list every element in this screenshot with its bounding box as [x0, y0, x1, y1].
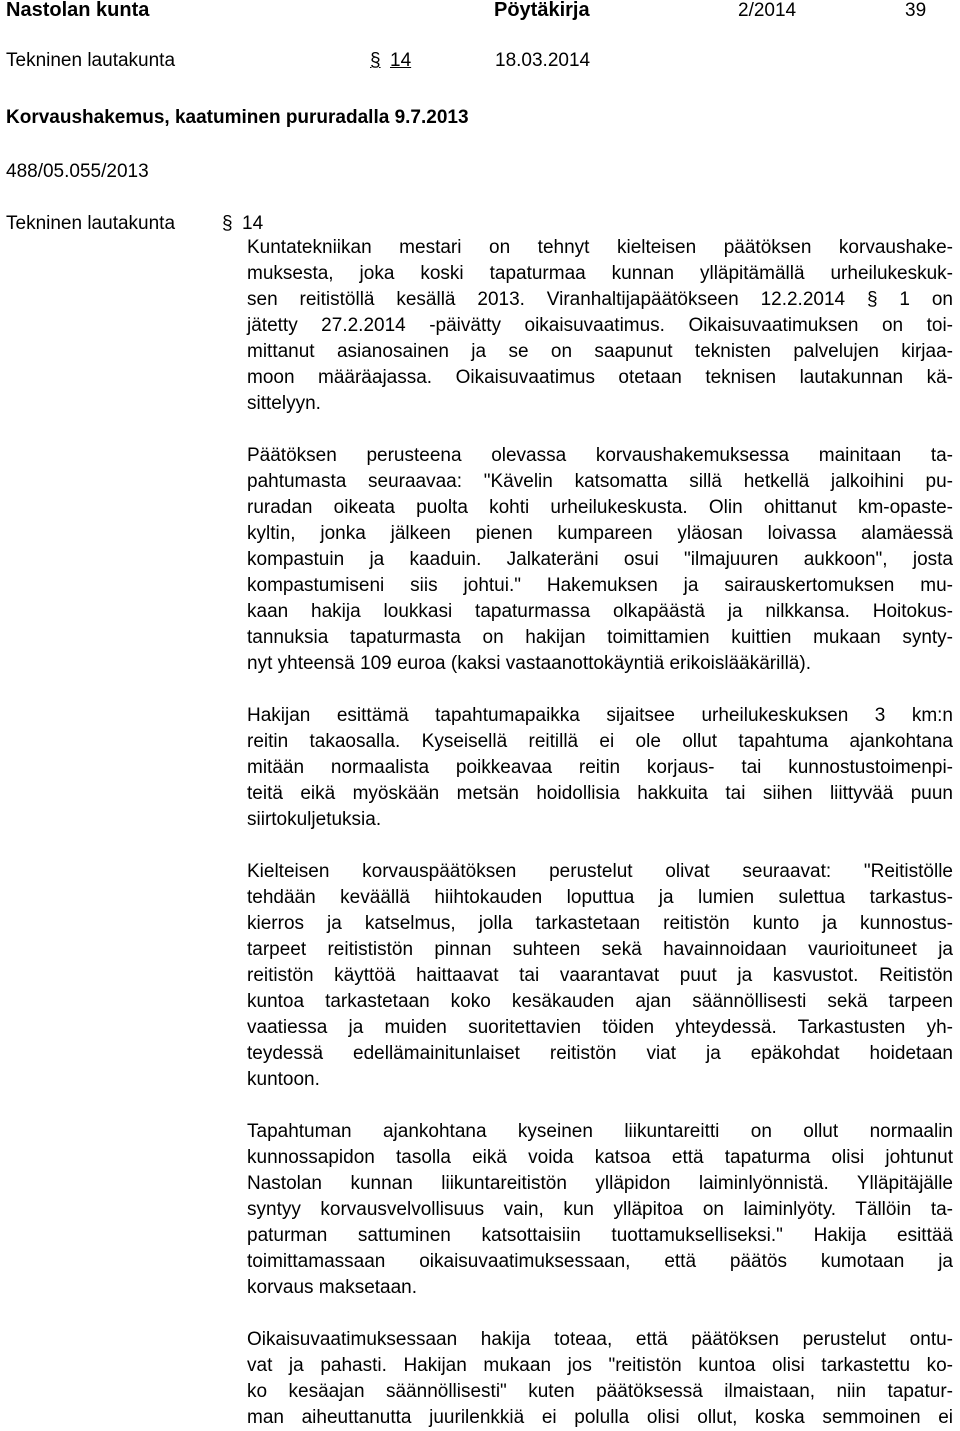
paragraph-line: mitään normaalista poikkeavaa reitin korjaus- tai kunnostustoimenpi-	[247, 757, 953, 778]
paragraph-line: tehdään keväällä hiihtokauden loputtua ja lumien sulettua tarkastus-	[247, 887, 953, 908]
paragraph-line: toimittamassaan oikaisuvaatimuksessaan, että päätös kumotaan ja	[247, 1251, 953, 1272]
paragraph-line: vaatiessa ja muiden suoritettavien töiden yhteydessä. Tarkastusten yh-	[247, 1017, 953, 1038]
document-number: 2/2014	[738, 0, 797, 21]
paragraph-line: sittelyyn.	[247, 393, 321, 414]
paragraph-line: Tapahtuman ajankohtana kyseinen liikuntareitti on ollut normaalin	[247, 1121, 953, 1142]
paragraph-line: muksesta, joka koski tapaturmaa kunnan ylläpitämällä urheilukeskuk-	[247, 263, 953, 284]
municipality-name: Nastolan kunta	[6, 0, 150, 21]
paragraph-line: kuntoon.	[247, 1069, 320, 1090]
paragraph-line: Nastolan kunnan liikuntareitistön ylläpidon laiminlyönnistä. Ylläpitäjälle	[247, 1173, 953, 1194]
reference-number: 488/05.055/2013	[6, 161, 149, 182]
committee-name: Tekninen lautakunta	[6, 50, 176, 71]
meeting-date: 18.03.2014	[495, 50, 591, 71]
paragraph-line: korvaus maksetaan.	[247, 1277, 418, 1298]
document-title: Korvaushakemus, kaatuminen pururadalla 9.7.2013	[6, 107, 469, 128]
paragraph-line: Kielteisen korvauspäätöksen perustelut olivat seuraavat: "Reitistölle	[247, 861, 953, 882]
paragraph-line: Kuntatekniikan mestari on tehnyt kielteisen päätöksen korvaushake-	[247, 237, 953, 258]
paragraph-line: man aiheuttanutta juurilenkkiä ei polulla olisi ollut, koska semmoinen ei	[247, 1407, 953, 1428]
paragraph-line: reitistön käyttöä haittaavat tai vaarantavat puut ja kasvustot. Reitistön	[247, 965, 953, 986]
paragraph-line: kaan hakija loukkasi tapaturmassa olkapäästä ja nilkkansa. Hoitokus-	[247, 601, 953, 622]
section-symbol: §	[370, 50, 381, 71]
paragraph-line: paturman sattuminen katsottaisiin tuottamukselliseksi." Hakija esittää	[247, 1225, 953, 1246]
paragraph-line: teitä eikä myöskään metsän hoidollisia hakkuita tai siihen liittyvää puun	[247, 783, 953, 804]
paragraph-line: kunnossapidon tasolla eikä voida katsoa että tapaturma olisi johtunut	[247, 1147, 953, 1168]
paragraph-line: vat ja pahasti. Hakijan mukaan jos "reitistön kuntoa olisi tarkastettu ko-	[247, 1355, 953, 1376]
paragraph-line: Oikaisuvaatimuksessaan hakija toteaa, että päätöksen perustelut ontu-	[247, 1329, 953, 1350]
paragraph-line: ruradan oikeata puolta kohti urheilukeskusta. Olin ohittanut km-opaste-	[247, 497, 953, 518]
paragraph-line: moon määräajassa. Oikaisuvaatimus otetaan teknisen lautakunnan kä-	[247, 367, 953, 388]
paragraph-line: kierros ja katselmus, jolla tarkastetaan reitistön kunto ja kunnostus-	[247, 913, 953, 934]
committee-label: Tekninen lautakunta	[6, 213, 176, 234]
paragraph-line: mittanut asianosainen ja se on saapunut teknisten palvelujen kirjaa-	[247, 341, 953, 362]
paragraph-line: Hakijan esittämä tapahtumapaikka sijaitsee urheilukeskuksen 3 km:n	[247, 705, 953, 726]
page-number: 39	[905, 0, 927, 21]
paragraph-line: kyltin, jonka jälkeen pienen kumpareen yläosan loivassa alamäessä	[247, 523, 953, 544]
committee-section-symbol: §	[222, 213, 233, 234]
paragraph-line: sen reitistöllä kesällä 2013. Viranhaltijapäätökseen 12.2.2014 § 1 on	[247, 289, 953, 310]
paragraph-line: jätetty 27.2.2014 -päivätty oikaisuvaatimus. Oikaisuvaatimuksen on toi-	[247, 315, 953, 336]
committee-section-number: 14	[242, 213, 264, 234]
paragraph-line: syntyy korvausvelvollisuus vain, kun ylläpitoa on laiminlyöty. Tällöin ta-	[247, 1199, 953, 1220]
paragraph-line: ko kesäajan säännöllisesti" kuten päätöksessä ilmaistaan, niin tapatur-	[247, 1381, 953, 1402]
paragraph-line: nyt yhteensä 109 euroa (kaksi vastaanottokäyntiä erikoislääkärillä).	[247, 653, 811, 674]
paragraph-line: teydessä edellämainitunlaiset reitistön viat ja epäkohdat hoidetaan	[247, 1043, 953, 1064]
paragraph-line: kuntoa tarkastetaan koko kesäkauden ajan säännöllisesti sekä tarpeen	[247, 991, 953, 1012]
paragraph-line: pahtumasta seuraavaa: "Kävelin katsomatta sillä hetkellä jalkoihini pu-	[247, 471, 953, 492]
paragraph-line: reitin takaosalla. Kyseisellä reitillä ei ole ollut tapahtuma ajankohtana	[247, 731, 953, 752]
document-type: Pöytäkirja	[494, 0, 590, 21]
paragraph-line: siirtokuljetuksia.	[247, 809, 382, 830]
section-number: 14	[390, 50, 412, 71]
paragraph-line: kompastuin ja kaaduin. Jalkateräni osui "ilmajuuren aukkoon", josta	[247, 549, 953, 570]
paragraph-line: tarpeet reitististön pinnan suhteen sekä havainnoidaan vaurioituneet ja	[247, 939, 953, 960]
paragraph-line: tannuksia tapaturmasta on hakijan toimittamien kuittien mukaan synty-	[247, 627, 953, 648]
paragraph-line: kompastumiseni siis johtui." Hakemuksen ja sairauskertomuksen mu-	[247, 575, 953, 596]
paragraph-line: Päätöksen perusteena olevassa korvaushakemuksessa mainitaan ta-	[247, 445, 953, 466]
